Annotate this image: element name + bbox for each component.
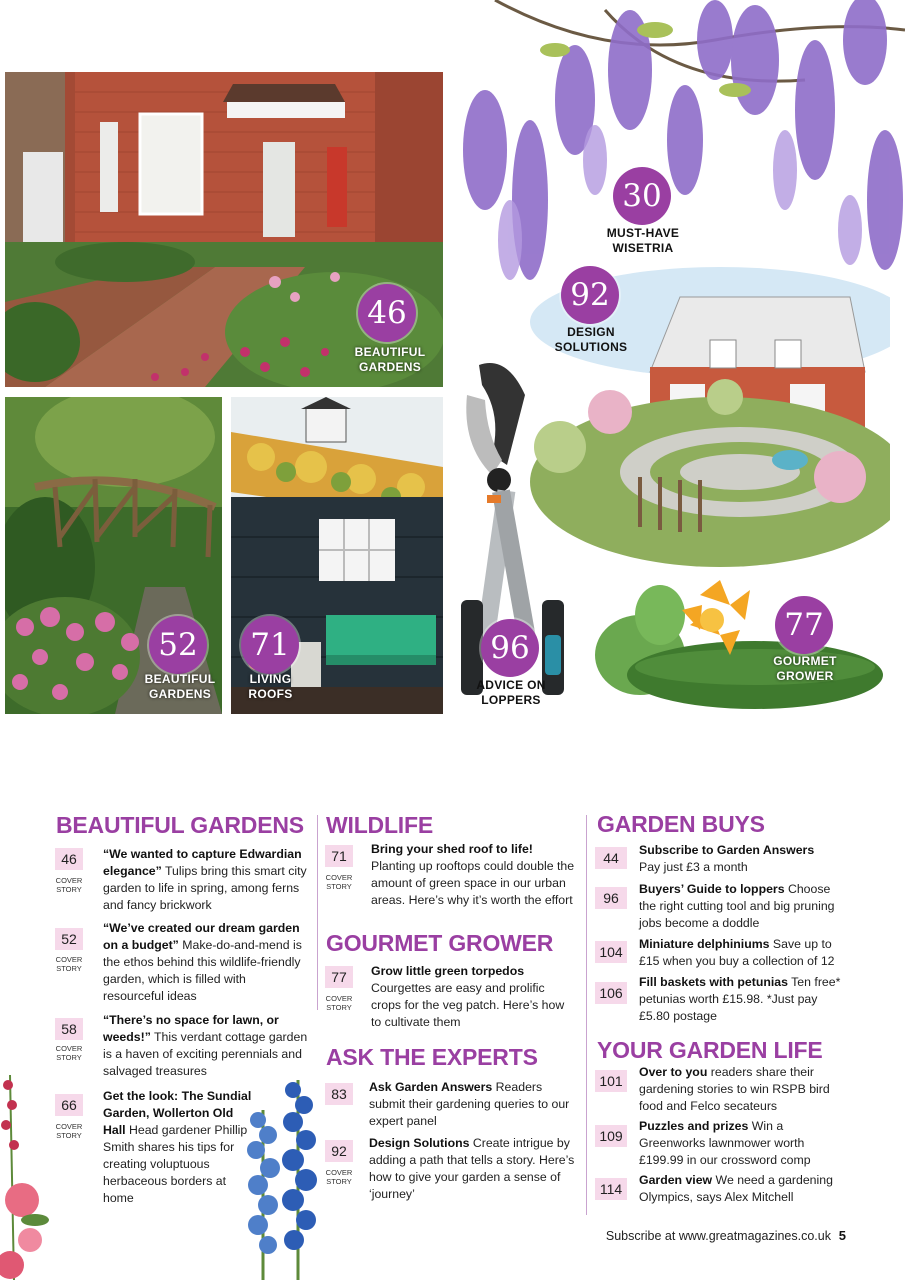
toc-text-46: “We wanted to capture Edwardian elegance” Tulips bring this smart city garden to life in spring, among ferns and fancy brickwork <box>103 847 307 912</box>
page-number: 44 <box>595 847 627 869</box>
caption-92: DESIGN SOLUTIONS <box>554 325 628 354</box>
badge-96[interactable]: 96 <box>481 619 539 677</box>
cover-story-label: COVER STORY <box>55 1122 83 1140</box>
toc-entry-96[interactable] <box>595 887 627 909</box>
badge-77[interactable]: 77 <box>775 596 833 654</box>
cover-story-label: COVER STORY <box>325 994 353 1012</box>
footer-subscribe-link[interactable]: Subscribe at www.greatmagazines.co.uk <box>605 1229 831 1243</box>
page-number: 52 <box>55 928 83 950</box>
illustration-pink-flowers <box>0 1075 55 1280</box>
page-number: 92 <box>325 1140 353 1162</box>
caption-46: BEAUTIFUL GARDENS <box>354 345 426 374</box>
toc-entry-114[interactable] <box>595 1178 627 1200</box>
toc-text-58: “There’s no space for lawn, or weeds!” This verdant cottage garden is a haven of exciting perennials and salvaged treasures <box>103 1013 308 1078</box>
page-number: 104 <box>595 941 627 963</box>
heading-beautiful-gardens: BEAUTIFUL GARDENS <box>56 812 304 838</box>
toc-text-71: Bring your shed roof to life! Planting up rooftops could double the amount of green space in our urban areas. Here’s why it’s worth the effort <box>371 842 575 907</box>
cover-story-label: COVER STORY <box>55 876 83 894</box>
toc-entry-44[interactable] <box>595 847 627 869</box>
toc-text-114: Garden view We need a gardening Olympics, says Alex Mitchell <box>639 1173 833 1204</box>
toc-entry-71[interactable] <box>325 845 353 867</box>
toc-text-96: Buyers’ Guide to loppers Choose the right cutting tool and big pruning jobs become a doddle <box>639 882 835 930</box>
toc-text-83: Ask Garden Answers Readers submit their gardening queries to our expert panel <box>369 1080 570 1128</box>
page-number: 66 <box>55 1094 83 1116</box>
toc-entry-77[interactable] <box>325 966 353 988</box>
toc-text-104: Miniature delphiniums Save up to £15 when you buy a collection of 12 <box>639 937 835 968</box>
column-divider-left <box>317 815 318 1010</box>
page-number: 77 <box>325 966 353 988</box>
page-number: 96 <box>595 887 627 909</box>
badge-30[interactable]: 30 <box>613 167 671 225</box>
heading-your-garden-life: YOUR GARDEN LIFE <box>597 1037 823 1063</box>
toc-text-77: Grow little green torpedos Courgettes are easy and prolific crops for the veg patch. Here’s how to cultivate them <box>371 964 565 1029</box>
illustration-courgette <box>590 575 885 715</box>
page-number: 114 <box>595 1178 627 1200</box>
caption-96: ADVICE ON LOPPERS <box>476 678 546 707</box>
heading-gourmet-grower: GOURMET GROWER <box>326 930 554 956</box>
page-number: 71 <box>325 845 353 867</box>
caption-52: BEAUTIFUL GARDENS <box>144 672 216 701</box>
toc-entry-92[interactable] <box>325 1140 353 1162</box>
cover-story-label: COVER STORY <box>55 1044 83 1062</box>
badge-46[interactable]: 46 <box>358 284 416 342</box>
page-number: 58 <box>55 1018 83 1040</box>
badge-71[interactable]: 71 <box>241 616 299 674</box>
page-number-footer: 5 <box>838 1228 846 1243</box>
toc-text-92: Design Solutions Create intrigue by adding a path that tells a story. Here’s how to give your garden a sense of ‘journey’ <box>369 1136 575 1201</box>
toc-entry-104[interactable] <box>595 941 627 963</box>
badge-92[interactable]: 92 <box>561 266 619 324</box>
toc-entry-109[interactable] <box>595 1125 627 1147</box>
toc-entry-101[interactable] <box>595 1070 627 1092</box>
caption-30: MUST-HAVE WISETRIA <box>606 226 680 255</box>
toc-text-66: Get the look: The Sundial Garden, Wollerton Old Hall Head gardener Phillip Smith shares his tips for creating voluptuous herbaceous borders at home <box>103 1089 252 1205</box>
cover-story-label: COVER STORY <box>325 873 353 891</box>
toc-entry-106[interactable] <box>595 982 627 1004</box>
heading-garden-buys: GARDEN BUYS <box>597 811 765 837</box>
toc-text-101: Over to you readers share their gardening stories to win RSPB bird food and Felco secateurs <box>639 1065 830 1113</box>
badge-52[interactable]: 52 <box>149 616 207 674</box>
caption-71: LIVING ROOFS <box>248 672 293 701</box>
caption-77: GOURMET GROWER <box>773 654 837 683</box>
cover-story-label: COVER STORY <box>55 955 83 973</box>
page-number: 106 <box>595 982 627 1004</box>
toc-text-52: “We’ve created our dream garden on a budget” Make-do-and-mend is the ethos behind this wildlife-friendly garden, which is filled with resourceful ideas <box>103 921 302 1003</box>
toc-text-106: Fill baskets with petunias Ten free* petunias worth £15.98. *Just pay £5.80 postage <box>639 975 841 1023</box>
heading-wildlife: WILDLIFE <box>326 812 433 838</box>
toc-entry-83[interactable] <box>325 1083 353 1105</box>
column-divider-right <box>586 815 587 1215</box>
page-number: 109 <box>595 1125 627 1147</box>
page-number: 46 <box>55 848 83 870</box>
page-number: 101 <box>595 1070 627 1092</box>
page-number: 83 <box>325 1083 353 1105</box>
heading-ask-the-experts: ASK THE EXPERTS <box>326 1044 538 1070</box>
toc-text-109: Puzzles and prizes Win a Greenworks lawnmower worth £199.99 in our crossword comp <box>639 1119 811 1167</box>
cover-story-label: COVER STORY <box>325 1168 353 1186</box>
toc-text-44: Subscribe to Garden Answers Pay just £3 a month <box>639 843 815 874</box>
